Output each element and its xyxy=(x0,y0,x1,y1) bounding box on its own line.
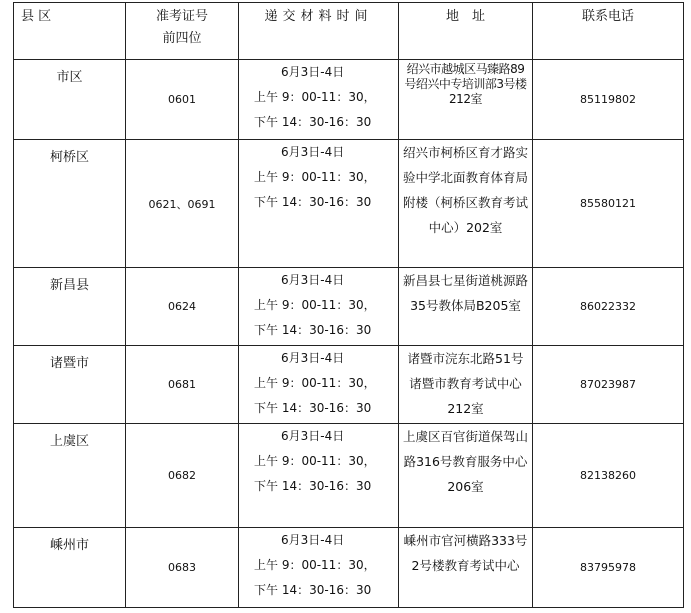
date-range: 6月3日-4日 xyxy=(281,351,345,365)
phone-cell: 86022332 xyxy=(533,268,684,346)
morning-hours: 上午 9：00-11：30， xyxy=(254,298,376,312)
submission-time-cell xyxy=(239,140,399,268)
table-row xyxy=(14,424,684,528)
phone-cell: 82138260 xyxy=(533,424,684,528)
table-header-row xyxy=(14,3,684,60)
header-exam-number xyxy=(126,3,239,60)
table-row xyxy=(14,346,684,424)
county-cell: 嵊州市 xyxy=(14,528,126,608)
exam-code-cell: 0601 xyxy=(126,60,239,140)
morning-hours: 上午 9：00-11：30， xyxy=(254,454,376,468)
date-range: 6月3日-4日 xyxy=(281,533,345,547)
phone-cell: 87023987 xyxy=(533,346,684,424)
table-row xyxy=(14,528,684,608)
afternoon-hours: 下午 14：30-16：30 xyxy=(254,195,372,209)
exam-code-cell: 0621、0691 xyxy=(126,140,239,268)
table-row xyxy=(14,268,684,346)
header-phone: 联系电话 xyxy=(533,3,684,60)
phone-cell: 83795978 xyxy=(533,528,684,608)
date-range: 6月3日-4日 xyxy=(281,65,345,79)
submission-time-cell xyxy=(239,528,399,608)
afternoon-hours: 下午 14：30-16：30 xyxy=(254,479,372,493)
header-exam-number-line1: 准考证号 xyxy=(155,9,208,24)
exam-code-cell: 0624 xyxy=(126,268,239,346)
date-range: 6月3日-4日 xyxy=(281,145,345,159)
header-exam-number-line2: 前四位 xyxy=(162,31,202,46)
county-cell: 新昌县 xyxy=(14,268,126,346)
submission-time-cell xyxy=(239,346,399,424)
morning-hours: 上午 9：00-11：30， xyxy=(254,376,376,390)
phone-cell: 85580121 xyxy=(533,140,684,268)
table-row xyxy=(14,60,684,140)
address-cell: 诸暨市浣东北路51号诸暨市教育考试中心212室 xyxy=(399,346,533,424)
county-cell: 诸暨市 xyxy=(14,346,126,424)
submission-time-cell xyxy=(239,268,399,346)
header-county: 县 区 xyxy=(14,3,126,60)
afternoon-hours: 下午 14：30-16：30 xyxy=(254,115,372,129)
address-cell: 绍兴市柯桥区育才路实验中学北面教育体育局附楼（柯桥区教育考试中心）202室 xyxy=(399,140,533,268)
submission-time-cell xyxy=(239,60,399,140)
county-cell: 市区 xyxy=(14,60,126,140)
address-cell: 新昌县七星街道桃源路35号教体局B205室 xyxy=(399,268,533,346)
afternoon-hours: 下午 14：30-16：30 xyxy=(254,401,372,415)
table-row xyxy=(14,140,684,268)
submission-table xyxy=(13,2,684,608)
phone-cell: 85119802 xyxy=(533,60,684,140)
morning-hours: 上午 9：00-11：30， xyxy=(254,170,376,184)
county-cell: 上虞区 xyxy=(14,424,126,528)
exam-code-cell: 0681 xyxy=(126,346,239,424)
header-address: 地 址 xyxy=(399,3,533,60)
exam-code-cell: 0683 xyxy=(126,528,239,608)
header-submission-time: 递交材料时间 xyxy=(239,3,399,60)
date-range: 6月3日-4日 xyxy=(281,429,345,443)
county-cell: 柯桥区 xyxy=(14,140,126,268)
address-cell: 嵊州市官河横路333号2号楼教育考试中心 xyxy=(399,528,533,608)
exam-code-cell: 0682 xyxy=(126,424,239,528)
address-cell: 上虞区百官街道保驾山路316号教育服务中心206室 xyxy=(399,424,533,528)
submission-time-cell xyxy=(239,424,399,528)
morning-hours: 上午 9：00-11：30， xyxy=(254,90,376,104)
afternoon-hours: 下午 14：30-16：30 xyxy=(254,323,372,337)
date-range: 6月3日-4日 xyxy=(281,273,345,287)
address-cell: 绍兴市越城区马臻路89号绍兴中专培训部3号楼212室 xyxy=(399,60,533,140)
morning-hours: 上午 9：00-11：30， xyxy=(254,558,376,572)
afternoon-hours: 下午 14：30-16：30 xyxy=(254,583,372,597)
